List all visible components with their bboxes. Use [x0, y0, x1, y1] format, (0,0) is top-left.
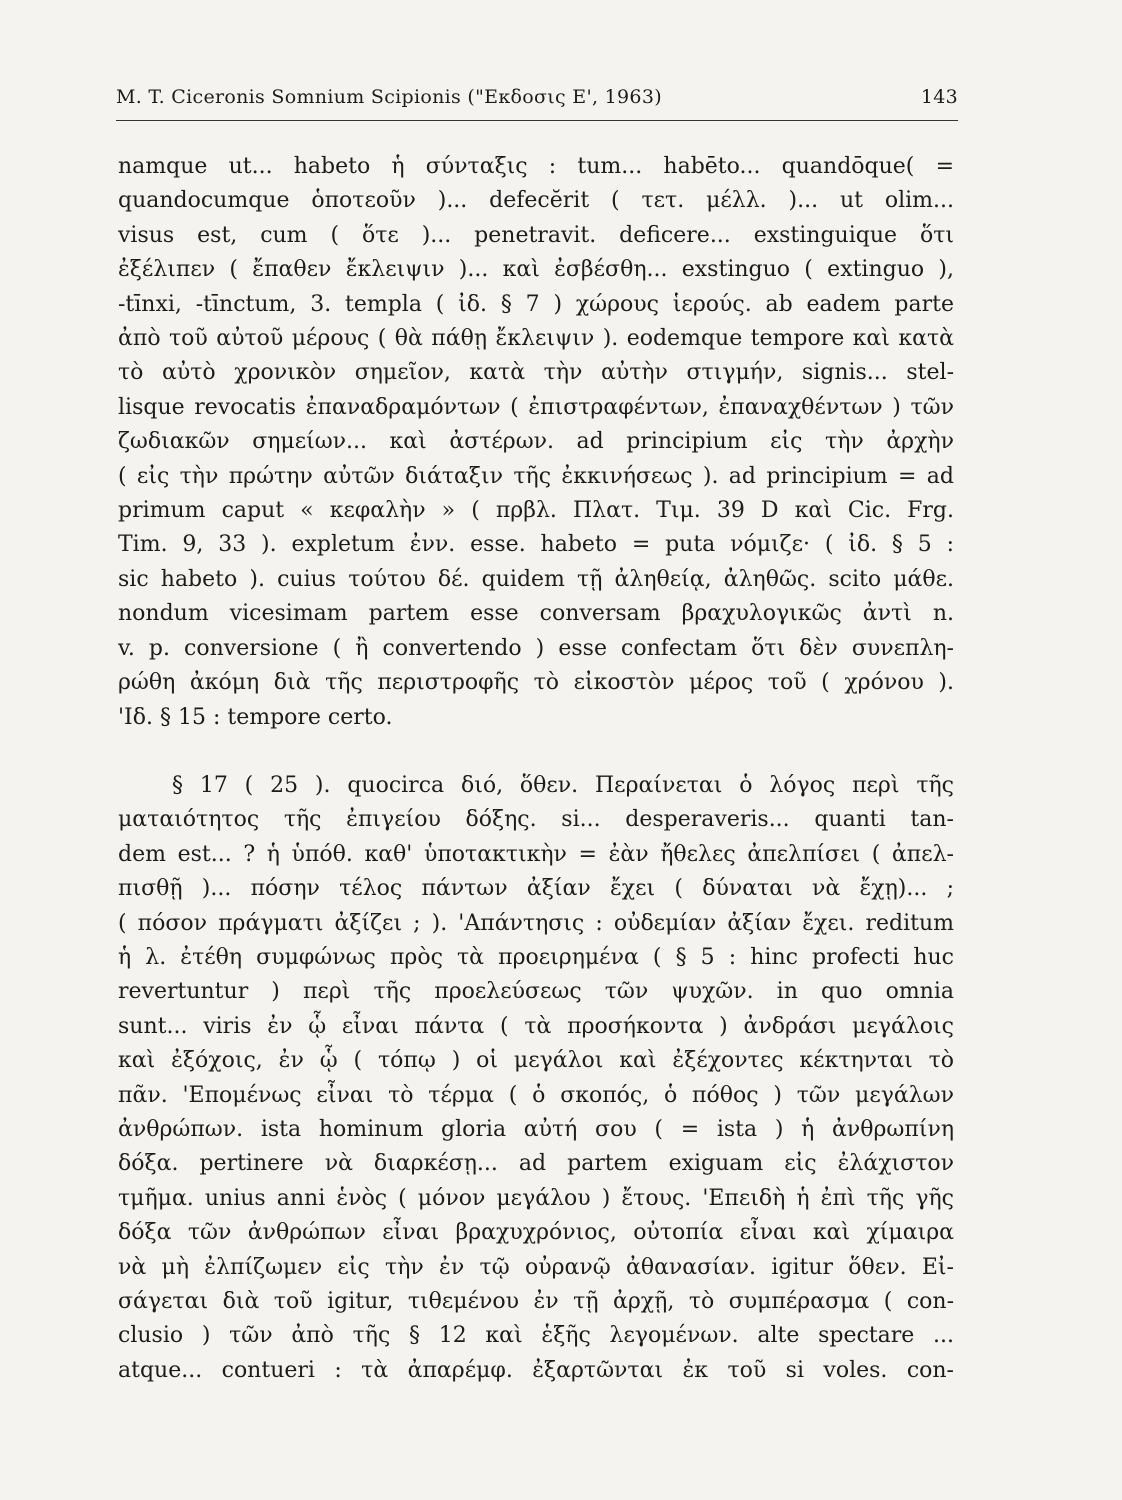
- text-line: § 17 ( 25 ). quocirca διό, ὅθεν. Περαίνεται ὁ λόγος περὶ τῆς: [172, 772, 954, 798]
- text-line: ἀπὸ τοῦ αὐτοῦ μέρους ( θὰ πάθῃ ἔκλειψιν ). eodemque tempore καὶ κατὰ: [118, 326, 954, 352]
- text-line: καὶ ἐξόχοις, ἐν ᾧ ( τόπῳ ) οἱ μεγάλοι καὶ ἐξέχοντες κέκτηνται τὸ: [118, 1048, 954, 1074]
- text-line: τὸ αὐτὸ χρονικὸν σημεῖον, κατὰ τὴν αὐτὴν στιγμήν, signis... stel-: [118, 360, 954, 386]
- running-title: M. T. Ciceronis Somnium Scipionis ("Εκδοσις Ε', 1963): [116, 86, 662, 108]
- text-line: σάγεται διὰ τοῦ igitur, τιθεμένου ἐν τῇ ἀρχῇ, τὸ συμπέρασμα ( con-: [118, 1289, 954, 1314]
- text-line: ματαιότητος τῆς ἐπιγείου δόξης. si... desperaveris... quanti tan-: [118, 807, 954, 833]
- text-line: primum caput « κεφαλὴν » ( πρβλ. Πλατ. Τιμ. 39 D καὶ Cic. Frg.: [118, 498, 954, 524]
- text-line: nondum vicesimam partem esse conversam βραχυλογικῶς ἀντὶ n.: [118, 601, 954, 627]
- text-line: clusio ) τῶν ἀπὸ τῆς § 12 καὶ ἑξῆς λεγομένων. alte spectare ...: [118, 1323, 954, 1349]
- text-line: ἀνθρώπων. ista hominum gloria αὐτή σου ( = ista ) ἡ ἀνθρωπίνη: [118, 1116, 954, 1142]
- text-line: ( πόσον πράγματι ἀξίζει ; ). 'Απάντησις : οὐδεμίαν ἀξίαν ἔχει. reditum: [118, 910, 954, 936]
- text-line: δόξα. pertinere νὰ διαρκέσῃ... ad partem exiguam εἰς ἐλάχιστον: [118, 1151, 954, 1177]
- text-line: πᾶν. 'Επομένως εἶναι τὸ τέρμα ( ὁ σκοπός, ὁ πόθος ) τῶν μεγάλων: [118, 1082, 954, 1108]
- text-line: sic habeto ). cuius τούτου δέ. quidem τῇ ἀληθείᾳ, ἀληθῶς. scito μάθε.: [118, 566, 954, 592]
- text-line: atque... contueri : τὰ ἀπαρέμφ. ἐξαρτῶνται ἐκ τοῦ si voles. con-: [118, 1357, 954, 1383]
- paragraph-gap: [118, 735, 954, 769]
- text-line: ( εἰς τὴν πρώτην αὐτῶν διάταξιν τῆς ἐκκινήσεως ). ad principium = ad: [118, 463, 954, 489]
- text-line: dem est... ? ἡ ὑπόθ. καθ' ὑποτακτικὴν = ἐὰν ἤθελες ἀπελπίσει ( ἀπελ-: [118, 841, 954, 867]
- running-header: [116, 86, 958, 108]
- text-line: 'Ιδ. § 15 : tempore certo.: [118, 704, 393, 730]
- text-line: νὰ μὴ ἐλπίζωμεν εἰς τὴν ἐν τῷ οὐρανῷ ἀθανασίαν. igitur ὅθεν. Εἰ-: [118, 1254, 954, 1280]
- text-line: Tim. 9, 33 ). expletum ἐνν. esse. habeto = puta νόμιζε· ( ἰδ. § 5 :: [118, 532, 954, 558]
- page-number: 143: [920, 86, 958, 108]
- text-line: ἡ λ. ἐτέθη συμφώνως πρὸς τὰ προειρημένα ( § 5 : hinc profecti huc: [118, 944, 954, 970]
- text-line: revertuntur ) περὶ τῆς προελεύσεως τῶν ψυχῶν. in quo omnia: [118, 979, 954, 1005]
- text-line: visus est, cum ( ὅτε )... penetravit. deficere... exstinguique ὅτι: [118, 222, 954, 248]
- commentary-body: [118, 150, 954, 1388]
- text-line: ζωδιακῶν σημείων... καὶ ἀστέρων. ad principium εἰς τὴν ἀρχὴν: [118, 429, 954, 455]
- text-line: δόξα τῶν ἀνθρώπων εἶναι βραχυχρόνιος, οὐτοπία εἶναι καὶ χίμαιρα: [118, 1220, 954, 1246]
- text-line: lisque revocatis ἐπαναδραμόντων ( ἐπιστραφέντων, ἐπαναχθέντων ) τῶν: [118, 394, 954, 420]
- text-line: ἐξέλιπεν ( ἔπαθεν ἔκλειψιν )... καὶ ἐσβέσθη... exstinguo ( extinguo ),: [118, 257, 954, 283]
- text-line: τμῆμα. unius anni ἑνὸς ( μόνον μεγάλου ) ἔτους. 'Επειδὴ ἡ ἐπὶ τῆς γῆς: [118, 1185, 954, 1211]
- text-line: quandocumque ὁποτεοῦν )... defecĕrit ( τετ. μέλλ. )... ut olim...: [118, 188, 954, 214]
- text-line: πισθῇ )... πόσην τέλος πάντων ἀξίαν ἔχει ( δύναται νὰ ἔχῃ)... ;: [118, 876, 954, 902]
- text-line: v. p. conversione ( ἢ convertendo ) esse confectam ὅτι δὲν συνεπλη-: [118, 635, 954, 661]
- text-line: sunt... viris ἐν ᾧ εἶναι πάντα ( τὰ προσήκοντα ) ἀνδράσι μεγάλοις: [118, 1013, 954, 1039]
- text-line: ρώθη ἀκόμη διὰ τῆς περιστροφῆς τὸ εἰκοστὸν μέρος τοῦ ( χρόνου ).: [118, 670, 954, 696]
- text-line: namque ut... habeto ἡ σύνταξις : tum... habēto... quandōque( =: [118, 154, 954, 179]
- header-rule: [116, 120, 958, 121]
- text-line: -tīnxi, -tīnctum, 3. templa ( ἰδ. § 7 ) χώρους ἱερούς. ab eadem parte: [118, 291, 954, 317]
